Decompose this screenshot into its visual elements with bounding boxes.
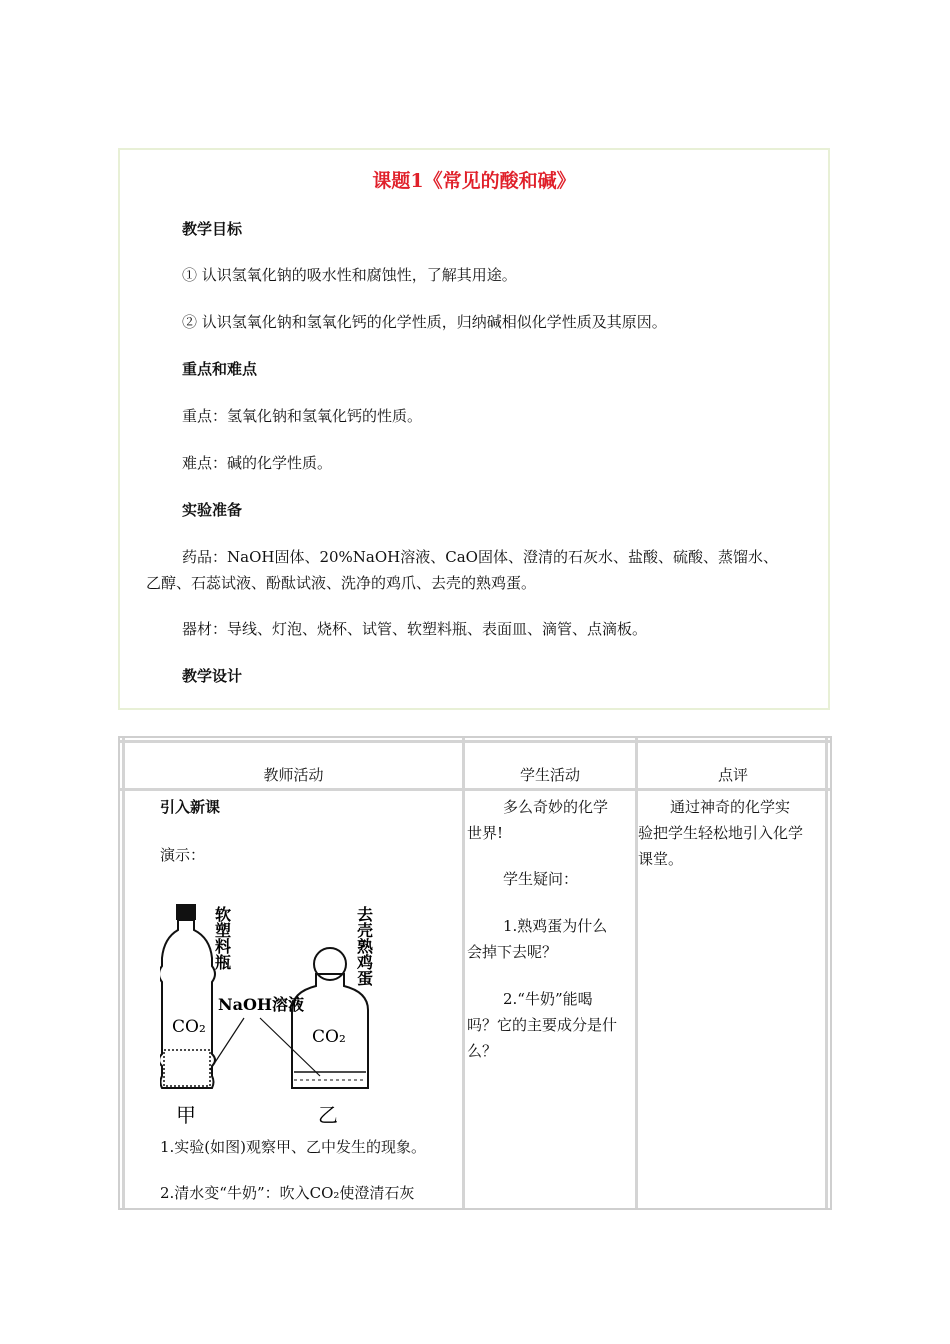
experiment-figure bbox=[160, 900, 400, 1130]
teaching-design-table bbox=[118, 736, 832, 1210]
header-divider bbox=[120, 788, 830, 791]
hard-point: 难点：碱的化学性质。 bbox=[182, 454, 333, 472]
key-heading: 重点和难点 bbox=[182, 360, 258, 378]
equipment-line: 器材：导线、灯泡、烧杯、试管、软塑料瓶、表面皿、滴管、点滴板。 bbox=[182, 620, 648, 638]
header-student: 学生活动 bbox=[519, 766, 580, 784]
goal-1: ① 认识氢氧化钠的吸水性和腐蚀性，了解其用途。 bbox=[182, 266, 517, 284]
design-heading: 教学设计 bbox=[182, 667, 243, 685]
student-q2-line-2: 吗？它的主要成分是什 bbox=[467, 1016, 618, 1034]
comment-line-2: 验把学生轻松地引入化学 bbox=[638, 824, 804, 842]
table-border bbox=[120, 740, 830, 743]
column-divider bbox=[635, 738, 638, 1208]
student-line-1: 多么奇妙的化学 bbox=[503, 798, 609, 816]
student-question-label: 学生疑问： bbox=[503, 870, 579, 888]
peeled-egg bbox=[314, 948, 346, 980]
intro-heading: 引入新课 bbox=[160, 798, 221, 816]
key-point: 重点：氢氧化钠和氢氧化钙的性质。 bbox=[182, 407, 423, 425]
comment-line-3: 课堂。 bbox=[638, 850, 684, 868]
student-q1-line-2: 会掉下去呢？ bbox=[467, 943, 558, 961]
comment-line-1: 通过神奇的化学实 bbox=[670, 798, 791, 816]
pointer-line bbox=[260, 1018, 320, 1076]
table-border bbox=[122, 738, 125, 1208]
drugs-line-1: 药品：NaOH固体、20%NaOH溶液、CaO固体、澄清的石灰水、盐酸、硫酸、蒸馏水、 bbox=[182, 548, 778, 566]
goals-heading: 教学目标 bbox=[182, 220, 243, 238]
naoh-solution-label: NaOH溶液 bbox=[218, 995, 305, 1014]
teacher-item-2: 2.清水变“牛奶”：吹入CO₂使澄清石灰 bbox=[160, 1184, 415, 1202]
header-teacher: 教师活动 bbox=[263, 766, 324, 784]
student-q1-line-1: 1.熟鸡蛋为什么 bbox=[503, 917, 608, 935]
prep-heading: 实验准备 bbox=[182, 501, 243, 519]
student-q2-line-1: 2.“牛奶”能喝 bbox=[503, 990, 593, 1008]
bottle-cap bbox=[176, 904, 196, 920]
egg-label: 去壳熟鸡蛋 bbox=[354, 906, 374, 986]
bottle-label: 软塑料瓶 bbox=[212, 906, 232, 970]
bottle-liquid bbox=[164, 1050, 210, 1086]
student-q2-line-3: 么？ bbox=[467, 1042, 498, 1060]
table-border bbox=[825, 738, 828, 1208]
page-title: 课题1《常见的酸和碱》 bbox=[372, 170, 576, 192]
goal-2: ② 认识氢氧化钠和氢氧化钙的化学性质，归纳碱相似化学性质及其原因。 bbox=[182, 313, 667, 331]
student-line-2: 世界! bbox=[467, 824, 504, 842]
lesson-intro-box bbox=[118, 148, 830, 710]
figure-label-b: 乙 bbox=[318, 1103, 338, 1127]
figure-label-a: 甲 bbox=[176, 1103, 196, 1127]
gas-label-a: CO₂ bbox=[172, 1017, 206, 1037]
gas-label-b: CO₂ bbox=[312, 1027, 346, 1047]
teacher-item-1: 1.实验(如图)观察甲、乙中发生的现象。 bbox=[160, 1138, 427, 1156]
drugs-line-2: 乙醇、石蕊试液、酚酞试液、洗净的鸡爪、去壳的熟鸡蛋。 bbox=[146, 574, 537, 592]
column-divider bbox=[462, 738, 465, 1208]
pointer-line bbox=[210, 1018, 244, 1070]
soft-plastic-bottle bbox=[160, 920, 215, 1088]
header-comment: 点评 bbox=[717, 766, 748, 784]
demo-label: 演示： bbox=[160, 846, 206, 864]
